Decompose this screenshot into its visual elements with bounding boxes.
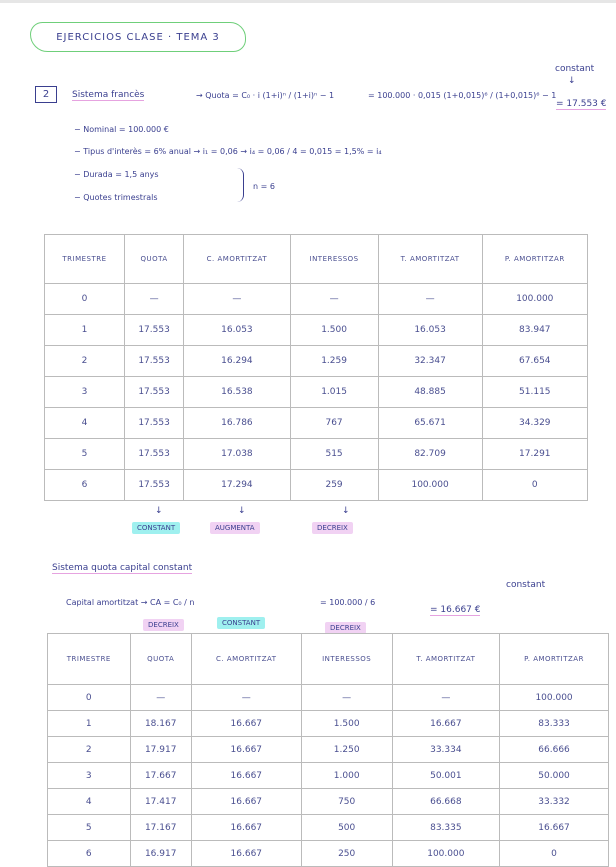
ex3-result: = 16.667 € [430, 605, 481, 615]
ex3-constant-note: constant [506, 580, 546, 590]
table-row [48, 685, 609, 711]
cell: 66.666 [500, 737, 609, 763]
ex2-constant-note: constant [555, 64, 595, 74]
cell: — [130, 685, 191, 711]
cell: 0 [48, 685, 131, 711]
cell: 1.250 [301, 737, 392, 763]
table-constant-capital-system [47, 633, 609, 867]
cell: 48.885 [378, 377, 482, 408]
ex2-bullet-interest: − Tipus d'interès = 6% anual → i₁ = 0,06 → i₄ = 0,06 / 4 = 0,015 = 1,5% = i₄ [74, 147, 382, 156]
cell: 17.667 [130, 763, 191, 789]
tag-decreix: DECREIX [312, 522, 353, 534]
col-header-capital-amortitzat: C. AMORTITZAT [184, 235, 290, 284]
ex3-formula-left: Capital amortitzat → CA = C₀ / n [66, 598, 195, 607]
cell: 5 [48, 815, 131, 841]
col-header-interessos: INTERESSOS [301, 634, 392, 685]
cell: — [301, 685, 392, 711]
tag-constant: CONSTANT [132, 522, 180, 534]
cell: 1.500 [301, 711, 392, 737]
cell: 5 [45, 439, 125, 470]
cell: 83.947 [482, 315, 587, 346]
tag-decreix: DECREIX [325, 622, 366, 634]
cell: — [124, 284, 183, 315]
cell: 16.667 [191, 763, 301, 789]
cell: 16.294 [184, 346, 290, 377]
cell: 51.115 [482, 377, 587, 408]
cell: 6 [48, 841, 131, 867]
down-arrow-icon: ↓ [238, 506, 246, 516]
cell: 16.667 [191, 815, 301, 841]
cell: 100.000 [482, 284, 587, 315]
cell: 34.329 [482, 408, 587, 439]
table-french-system [44, 234, 588, 501]
tag-constant: CONSTANT [217, 617, 265, 629]
table-row [48, 815, 609, 841]
cell: 6 [45, 470, 125, 501]
cell: 0 [45, 284, 125, 315]
table-row [48, 763, 609, 789]
cell: 515 [290, 439, 378, 470]
cell: 16.667 [191, 737, 301, 763]
page-title: EJERCICIOS CLASE · TEMA 3 [56, 31, 220, 43]
cell: — [378, 284, 482, 315]
cell: 1.500 [290, 315, 378, 346]
cell: 67.654 [482, 346, 587, 377]
col-header-interessos: INTERESSOS [290, 235, 378, 284]
table-row [48, 737, 609, 763]
ex2-bullet-nominal: − Nominal = 100.000 € [74, 125, 169, 134]
cell: 17.038 [184, 439, 290, 470]
cell: 16.786 [184, 408, 290, 439]
page-top-edge [0, 0, 616, 3]
cell: 50.001 [392, 763, 499, 789]
table-row [45, 346, 588, 377]
ex2-formula-2: = 100.000 · 0,015 (1+0,015)⁶ / (1+0,015)⁶ − 1 [368, 91, 557, 100]
down-arrow-icon: ↓ [568, 76, 576, 86]
cell: 4 [48, 789, 131, 815]
cell: 83.335 [392, 815, 499, 841]
cell: 17.291 [482, 439, 587, 470]
cell: 16.917 [130, 841, 191, 867]
table-row [45, 284, 588, 315]
col-header-total-amortitzat: T. AMORTITZAT [392, 634, 499, 685]
cell: 1.015 [290, 377, 378, 408]
brace [237, 168, 244, 202]
cell: 82.709 [378, 439, 482, 470]
table-row [48, 789, 609, 815]
table-header-row [48, 634, 609, 685]
cell: 2 [48, 737, 131, 763]
cell: 33.334 [392, 737, 499, 763]
cell: 250 [301, 841, 392, 867]
exercise-number: 2 [35, 86, 57, 103]
cell: 750 [301, 789, 392, 815]
cell: 100.000 [378, 470, 482, 501]
cell: — [392, 685, 499, 711]
col-header-quota: QUOTA [124, 235, 183, 284]
cell: 16.053 [184, 315, 290, 346]
cell: 3 [48, 763, 131, 789]
cell: 1 [48, 711, 131, 737]
col-header-total-amortitzat: T. AMORTITZAT [378, 235, 482, 284]
cell: 17.553 [124, 346, 183, 377]
table-row [45, 408, 588, 439]
ex2-result: = 17.553 € [556, 99, 607, 109]
cell: 2 [45, 346, 125, 377]
cell: 17.553 [124, 470, 183, 501]
cell: 16.667 [392, 711, 499, 737]
cell: — [191, 685, 301, 711]
cell: 17.553 [124, 315, 183, 346]
col-header-pendent-amortitzar: P. AMORTITZAR [500, 634, 609, 685]
cell: 17.167 [130, 815, 191, 841]
cell: 18.167 [130, 711, 191, 737]
cell: 16.538 [184, 377, 290, 408]
ex2-bullet-duration: − Durada = 1,5 anys [74, 170, 159, 179]
cell: 32.347 [378, 346, 482, 377]
table-row [45, 377, 588, 408]
cell: 16.667 [191, 711, 301, 737]
table-row [48, 841, 609, 867]
ex3-formula-right: = 100.000 / 6 [320, 598, 376, 607]
cell: 259 [290, 470, 378, 501]
down-arrow-icon: ↓ [155, 506, 163, 516]
cell: 16.667 [191, 841, 301, 867]
col-header-quota: QUOTA [130, 634, 191, 685]
ex2-formula-1: → Quota = C₀ · i (1+i)ⁿ / (1+i)ⁿ − 1 [196, 91, 335, 100]
ex2-n: n = 6 [253, 182, 275, 191]
cell: 17.553 [124, 377, 183, 408]
cell: 500 [301, 815, 392, 841]
ex3-label: Sistema quota capital constant [52, 563, 193, 573]
cell: — [290, 284, 378, 315]
tag-decreix: DECREIX [143, 619, 184, 631]
cell: 83.333 [500, 711, 609, 737]
col-header-trimestre: TRIMESTRE [48, 634, 131, 685]
col-header-capital-amortitzat: C. AMORTITZAT [191, 634, 301, 685]
cell: 1.259 [290, 346, 378, 377]
cell: 16.667 [500, 815, 609, 841]
col-header-trimestre: TRIMESTRE [45, 235, 125, 284]
cell: 4 [45, 408, 125, 439]
table-row [45, 439, 588, 470]
cell: 17.553 [124, 408, 183, 439]
cell: 1.000 [301, 763, 392, 789]
cell: 17.294 [184, 470, 290, 501]
tag-augmenta: AUGMENTA [210, 522, 260, 534]
cell: 0 [500, 841, 609, 867]
col-header-pendent-amortitzar: P. AMORTITZAR [482, 235, 587, 284]
cell: 100.000 [392, 841, 499, 867]
cell: 33.332 [500, 789, 609, 815]
cell: 16.667 [191, 789, 301, 815]
cell: 17.417 [130, 789, 191, 815]
cell: 767 [290, 408, 378, 439]
down-arrow-icon: ↓ [342, 506, 350, 516]
cell: 3 [45, 377, 125, 408]
cell: — [184, 284, 290, 315]
cell: 50.000 [500, 763, 609, 789]
title-cloud [30, 22, 246, 52]
cell: 17.917 [130, 737, 191, 763]
ex2-label: Sistema francès [72, 90, 145, 100]
cell: 66.668 [392, 789, 499, 815]
cell: 1 [45, 315, 125, 346]
cell: 100.000 [500, 685, 609, 711]
ex2-bullet-quotes: − Quotes trimestrals [74, 193, 158, 202]
table-header-row [45, 235, 588, 284]
cell: 65.671 [378, 408, 482, 439]
cell: 17.553 [124, 439, 183, 470]
table-row [48, 711, 609, 737]
table-row [45, 470, 588, 501]
table-row [45, 315, 588, 346]
cell: 16.053 [378, 315, 482, 346]
cell: 0 [482, 470, 587, 501]
